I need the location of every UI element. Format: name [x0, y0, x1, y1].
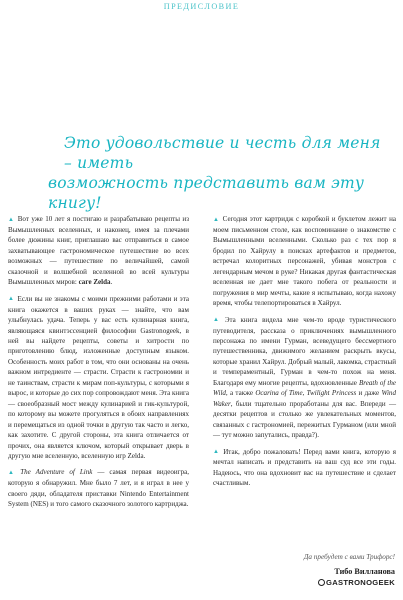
- paragraph-text: Вот уже 10 лет я постигаю и разрабатываю рецепты из Вымышленных вселенных, и наконец, имея за плечами более дюжины книг, приглашаю вас отправиться в самое захватывающее гастрономическое путешествие во всех возможных — путешествие по величайшей, самой сказочной и волшебной вселенной во всей культуры Вымышленных миров:: [8, 215, 189, 287]
- triangle-bullet-icon: ▲: [213, 449, 221, 456]
- paragraph-text: , а также: [225, 389, 256, 398]
- paragraph-text: — самая первая видеоигра, которую я обнаружил. Мне было 7 лет, и я играл в нее у своего дяди, обладателя приставки Nintendo Entertainment System (NES) и того самого сказочного золотого картриджа.: [8, 468, 189, 509]
- epigraph-line-1-text: Это удовольствие и честь для меня – иметь: [64, 134, 381, 172]
- paragraph-text: и даже: [356, 389, 382, 398]
- triangle-bullet-icon: ▲: [8, 216, 15, 223]
- signature-block: [304, 553, 395, 587]
- paragraph-text: .: [110, 278, 113, 287]
- logo-icon: [318, 579, 325, 586]
- paragraph: [8, 467, 189, 509]
- game-title: Breath of the Wild: [213, 378, 396, 398]
- paragraph: [8, 214, 189, 288]
- paragraph-text: Если вы не знакомы с моими прежними работами и эта книга окажется в ваших руках — знайте, что вам улыбнулась удача. Теперь у вас есть кулинарная книга, являющаяся квинтэссенцией философии Gastronogeek, в ней вы найдете рецепты, советы и хитрости по приготовлению блюд, изложенные доступным языком. Особенность моих работ в том, что они основаны на очень важном интредиенте — страсти. Страсти к гастрономии и не таинствам, страсти к мирам поп-культуры, с которыми я вырос, и которые до сих пор сопровождают меня. Эта книга — своеобразный мост между кулинарией и гик-культурой, по которому вы можете прогуляться в обоих направлениях и перемещаться из одной точки в другую так часто и легко, как захотите. С другой стороны, эта книга отличается от прочих, она является ключом, который открывает дверь в другую мне вселенную, вселенную игр Zelda.: [8, 294, 189, 460]
- game-title: The Adventure of Link: [20, 468, 93, 477]
- page-header: ПРЕДИСЛОВИЕ: [163, 2, 240, 11]
- paragraph: [213, 447, 396, 489]
- epigraph-line-1: [42, 133, 387, 173]
- game-title: Wind Waker: [213, 389, 396, 408]
- paragraph-text: Эта книга видела мне чем-то вроде туристического путеводителя, рассказа о приключениях вымышленного персонажа по имени Гурман, всеведущего бессмертного путешественника, движимого желанием раскрыть вкусы, которые хранил Хайрул. Добрый малый, лакомка, страстный и темпераментный, Гурман в чем-то похож на меня. Благодаря ему многие рецепты, вдохновленные: [213, 315, 396, 387]
- author-name: Тибо Вилланова: [334, 567, 395, 576]
- paragraph-text: Итак, добро пожаловать! Перед вами книга, которую я мечтал написать и представить на ваш суд все эти годы. Надеюсь, что она вдохновит вас на путешествие и сделает счастливым.: [213, 447, 396, 488]
- epigraph-line-2: возможность представить вам эту книгу!: [48, 174, 365, 212]
- author-handle-text: GASTRONOGEEK: [326, 578, 395, 587]
- author-handle: [304, 578, 395, 587]
- triangle-bullet-icon: ▲: [213, 317, 222, 324]
- paragraph: [8, 294, 189, 462]
- paragraph: [213, 214, 396, 309]
- triangle-bullet-icon: ▲: [8, 296, 15, 303]
- paragraph-text: Сегодня этот картридж с коробкой и буклетом лежит на моем письменном столе, как воспоминание о знакомстве с Вымышленными вселенными. Сколько раз с тех пор я бродил по Хайрулу в поисках артефактов и предметов, встречал колоритных персонажей, убивая монстров с легендарным мечом в руке? Никакая другая фантастическая вселенная не дает мне такого побега от реальности и погружения в мир мечты, какие я испытываю, когда нахожу время, чтобы телепортироваться в Хайрул.: [213, 215, 396, 308]
- triangle-bullet-icon: ▲: [8, 469, 18, 476]
- game-title: Ocarina of Time, Twilight Princess: [255, 389, 357, 398]
- left-column: [8, 214, 189, 512]
- closing-wish: Да пребудет с вами Трифорс!: [303, 553, 395, 561]
- paragraph-text: , были тщательно проработаны для вас. Впереди — десятки рецептов и столько же увлекательных моментов, связанных с гастрономией, пережитых Гурманом (или мной — тут можно запутались, правда?).: [213, 399, 396, 440]
- paragraph-bold: саге Zelda: [78, 278, 111, 287]
- paragraph: [213, 315, 396, 441]
- right-column: [213, 214, 396, 491]
- triangle-bullet-icon: ▲: [213, 216, 220, 223]
- epigraph: [42, 133, 387, 213]
